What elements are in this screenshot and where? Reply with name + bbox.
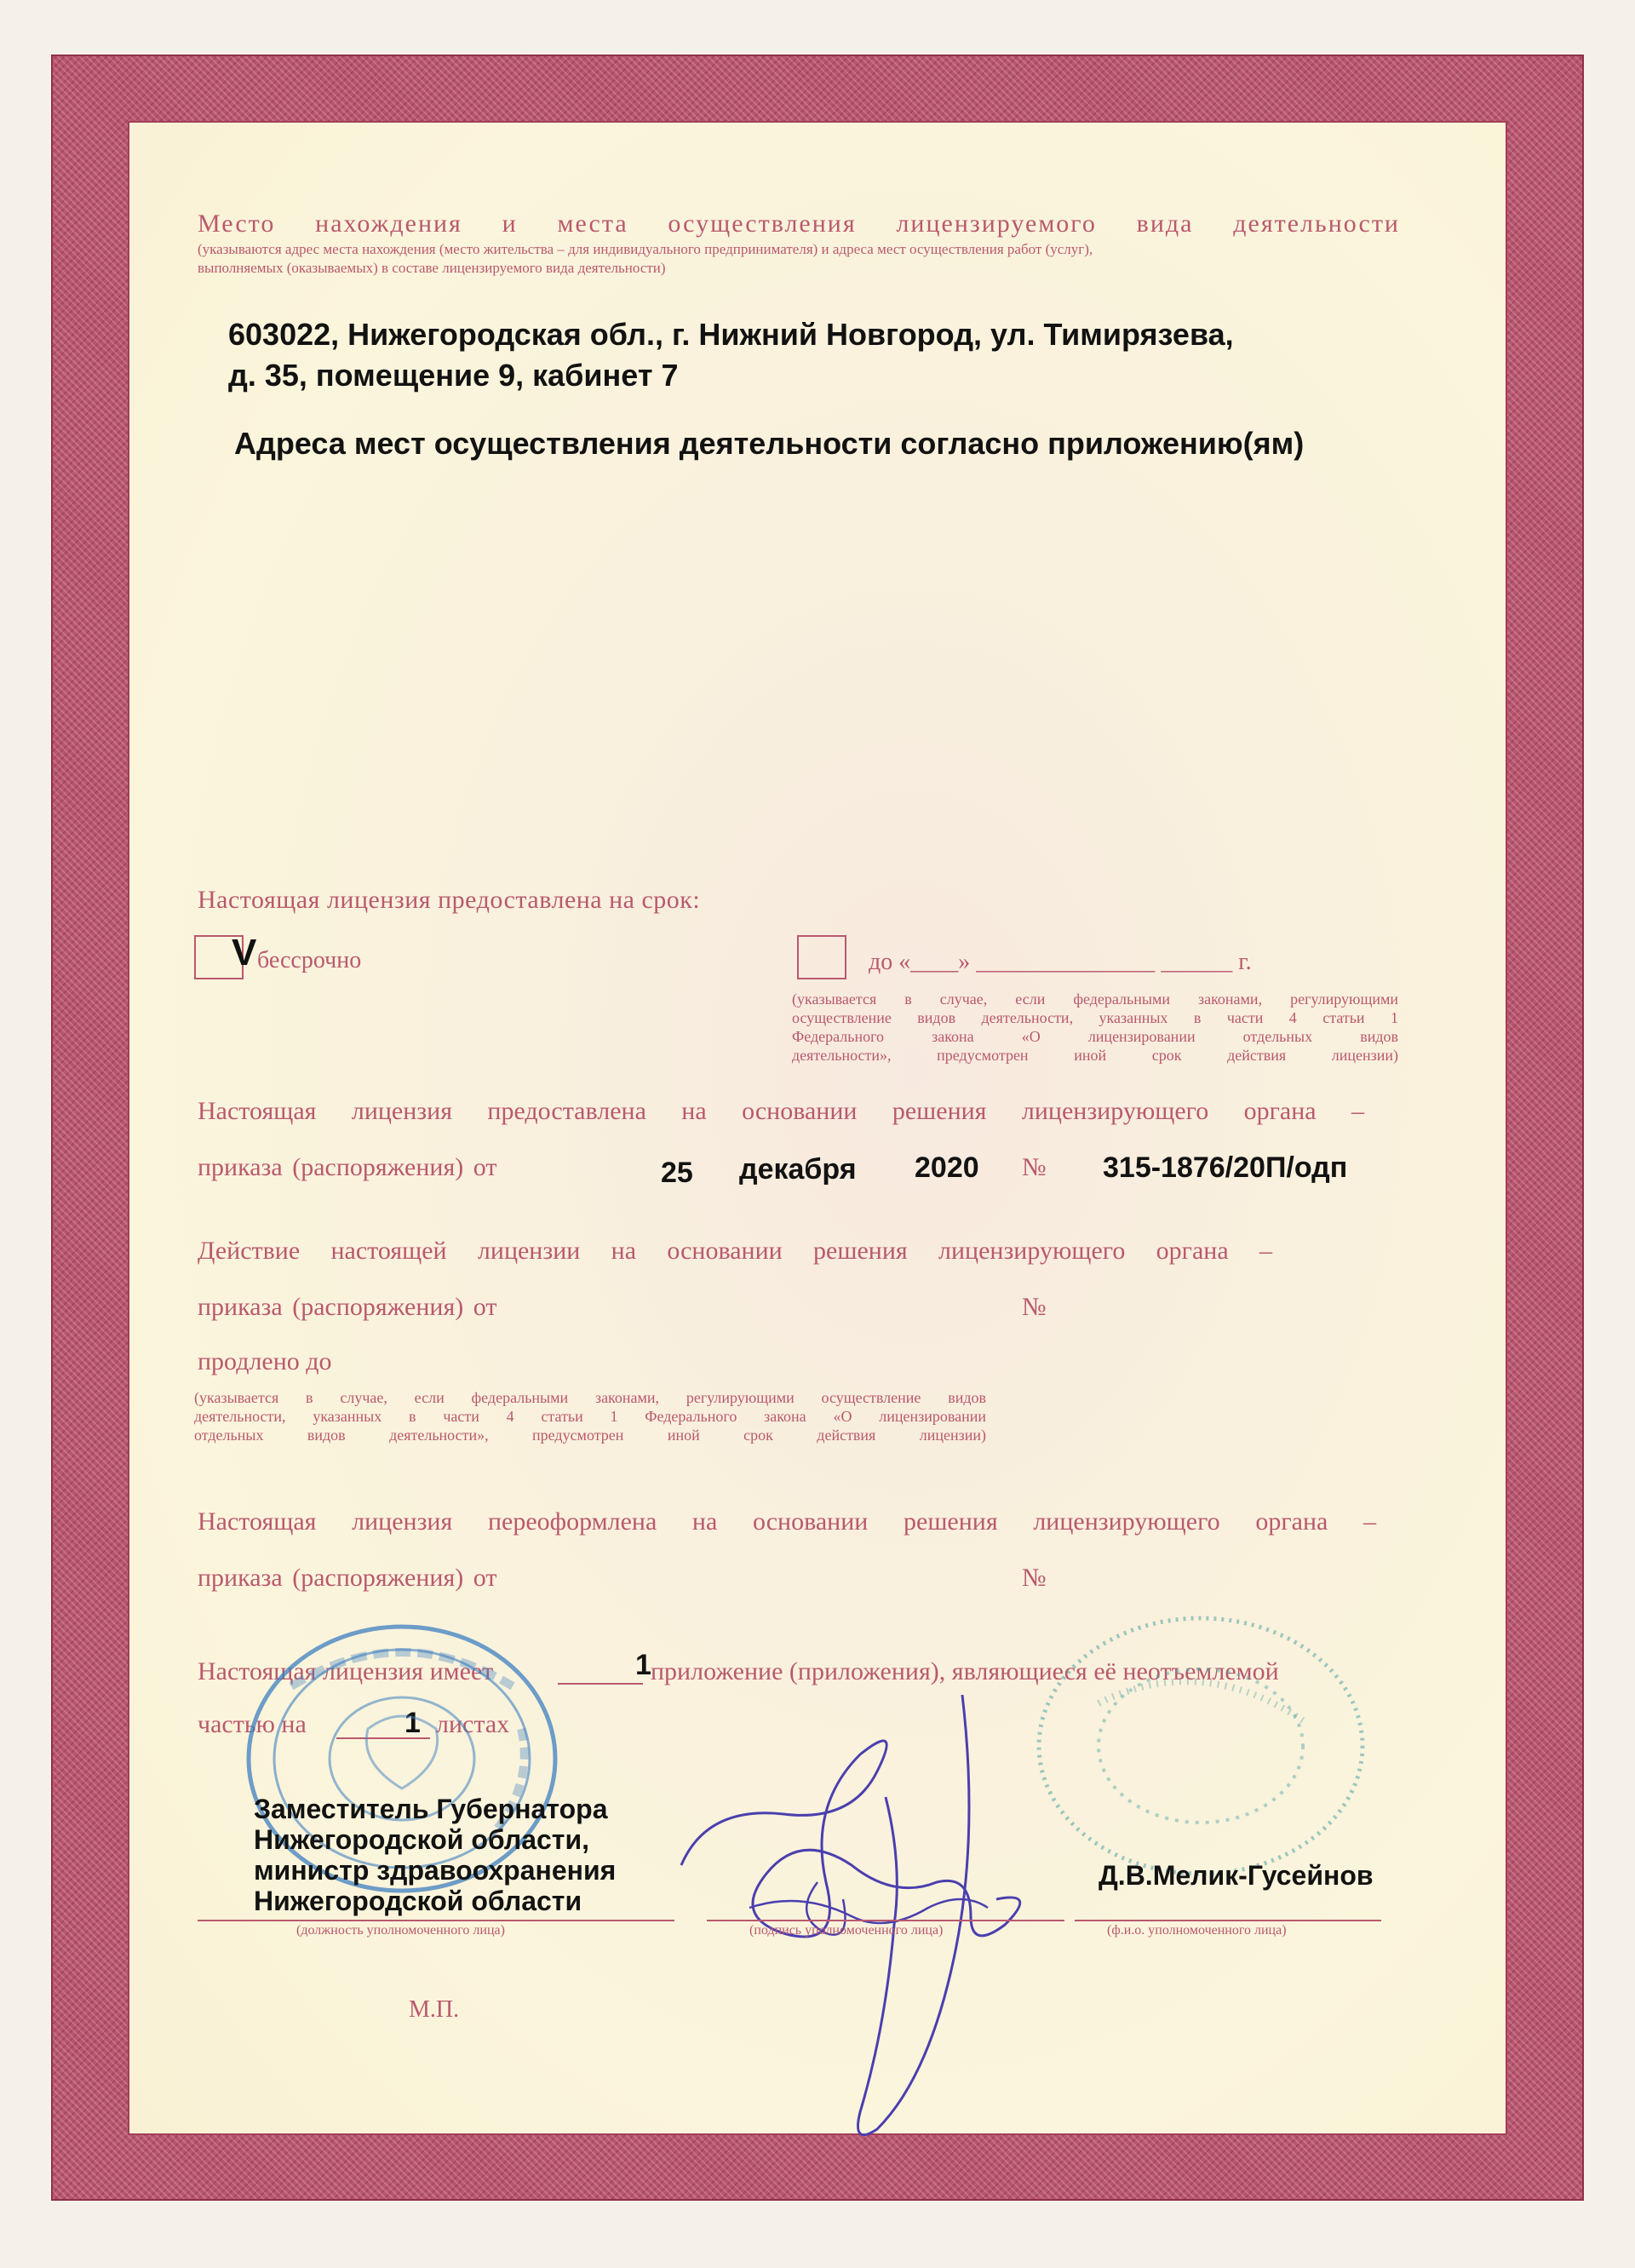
signer-name: Д.В.Мелик-Гусейнов bbox=[1099, 1860, 1374, 1891]
extended-note-line2: деятельности, указанных в части 4 статьи 1 Федерального закона «О лицензировании bbox=[194, 1408, 986, 1425]
granted-line1: Настоящая лицензия предоставлена на основании решения лицензирующего органа – bbox=[198, 1097, 1364, 1125]
attachments-pages-prefix: частью на bbox=[198, 1710, 307, 1738]
granted-order-number: 315-1876/20П/одп bbox=[1103, 1151, 1348, 1184]
granted-number-sign: № bbox=[1022, 1153, 1047, 1181]
caption-name: (ф.и.о. уполномоченного лица) bbox=[1107, 1923, 1287, 1938]
attachments-suffix: приложение (приложения), являющиеся её неотъемлемой bbox=[651, 1657, 1279, 1685]
attachments-prefix: Настоящая лицензия имеет bbox=[198, 1657, 494, 1685]
until-note-line3: Федерального закона «О лицензировании отдельных видов bbox=[792, 1028, 1398, 1045]
reissued-number-sign: № bbox=[1022, 1564, 1047, 1592]
extended-note-line3: отдельных видов деятельности», предусмотрен иной срок действия лицензии) bbox=[194, 1427, 986, 1444]
signer-position-line2: Нижегородской области, bbox=[254, 1824, 590, 1855]
signature-line bbox=[707, 1920, 1064, 1921]
granted-line2: приказа (распоряжения) от bbox=[198, 1153, 497, 1181]
location-heading: Место нахождения и места осуществления лицензируемого вида деятельности bbox=[198, 210, 1400, 238]
attachments-pages-suffix: листах bbox=[436, 1710, 510, 1738]
until-note bbox=[792, 990, 1398, 1065]
signer-position-line1: Заместитель Губернатора bbox=[254, 1794, 608, 1824]
extended-line2: приказа (распоряжения) от bbox=[198, 1293, 497, 1321]
location-note-line2: выполняемых (оказываемых) в составе лицензируемого вида деятельности) bbox=[198, 260, 666, 276]
extended-line1: Действие настоящей лицензии на основании решения лицензирующего органа – bbox=[198, 1237, 1272, 1265]
until-checkbox bbox=[797, 935, 846, 979]
extended-number-sign: № bbox=[1022, 1293, 1047, 1321]
until-note-line1: (указывается в случае, если федеральными законами, регулирующими bbox=[792, 990, 1398, 1008]
caption-signature: (подпись уполномоченного лица) bbox=[749, 1923, 944, 1938]
granted-year: 2020 bbox=[915, 1151, 979, 1184]
check-mark: V bbox=[232, 932, 257, 973]
signer-position-line3: министр здравоохранения bbox=[254, 1855, 617, 1886]
attachments-pages: 1 bbox=[404, 1707, 421, 1739]
signer-position-line4: Нижегородской области bbox=[254, 1886, 582, 1916]
location-note-line1: (указываются адрес места нахождения (место жительства – для индивидуального предпринимателя) и адреса мест осуществления работ (услуг), bbox=[198, 241, 1093, 257]
indefinite-label: бессрочно bbox=[257, 947, 362, 973]
reissued-line2: приказа (распоряжения) от bbox=[198, 1564, 497, 1592]
granted-month: декабря bbox=[739, 1153, 857, 1186]
caption-position: (должность уполномоченного лица) bbox=[296, 1923, 505, 1938]
extended-note-line1: (указывается в случае, если федеральными законами, регулирующими осуществление видов bbox=[194, 1389, 986, 1406]
address-line2: д. 35, помещение 9, кабинет 7 bbox=[228, 358, 679, 393]
name-line bbox=[1075, 1920, 1381, 1921]
extended-note bbox=[194, 1388, 986, 1444]
position-line bbox=[198, 1920, 674, 1921]
appendix-note: Адреса мест осуществления деятельности согласно приложению(ям) bbox=[234, 426, 1305, 461]
extended-line3: продлено до bbox=[198, 1347, 332, 1375]
address-line1: 603022, Нижегородская обл., г. Нижний Новгород, ул. Тимирязева, bbox=[228, 317, 1234, 352]
attachments-count-line bbox=[558, 1683, 643, 1685]
reissued-line1: Настоящая лицензия переоформлена на основании решения лицензирующего органа – bbox=[198, 1507, 1376, 1536]
signer-position bbox=[254, 1794, 616, 1916]
until-note-line2: осуществление видов деятельности, указанных в части 4 статьи 1 bbox=[792, 1009, 1398, 1026]
attachments-count: 1 bbox=[635, 1649, 651, 1681]
seal-place-label: М.П. bbox=[409, 1996, 460, 2023]
term-heading: Настоящая лицензия предоставлена на срок: bbox=[198, 886, 701, 914]
until-label: до «____» _______________ ______ г. bbox=[869, 949, 1252, 975]
until-note-line4: деятельности», предусмотрен иной срок действия лицензии) bbox=[792, 1047, 1398, 1064]
granted-day: 25 bbox=[661, 1157, 693, 1189]
